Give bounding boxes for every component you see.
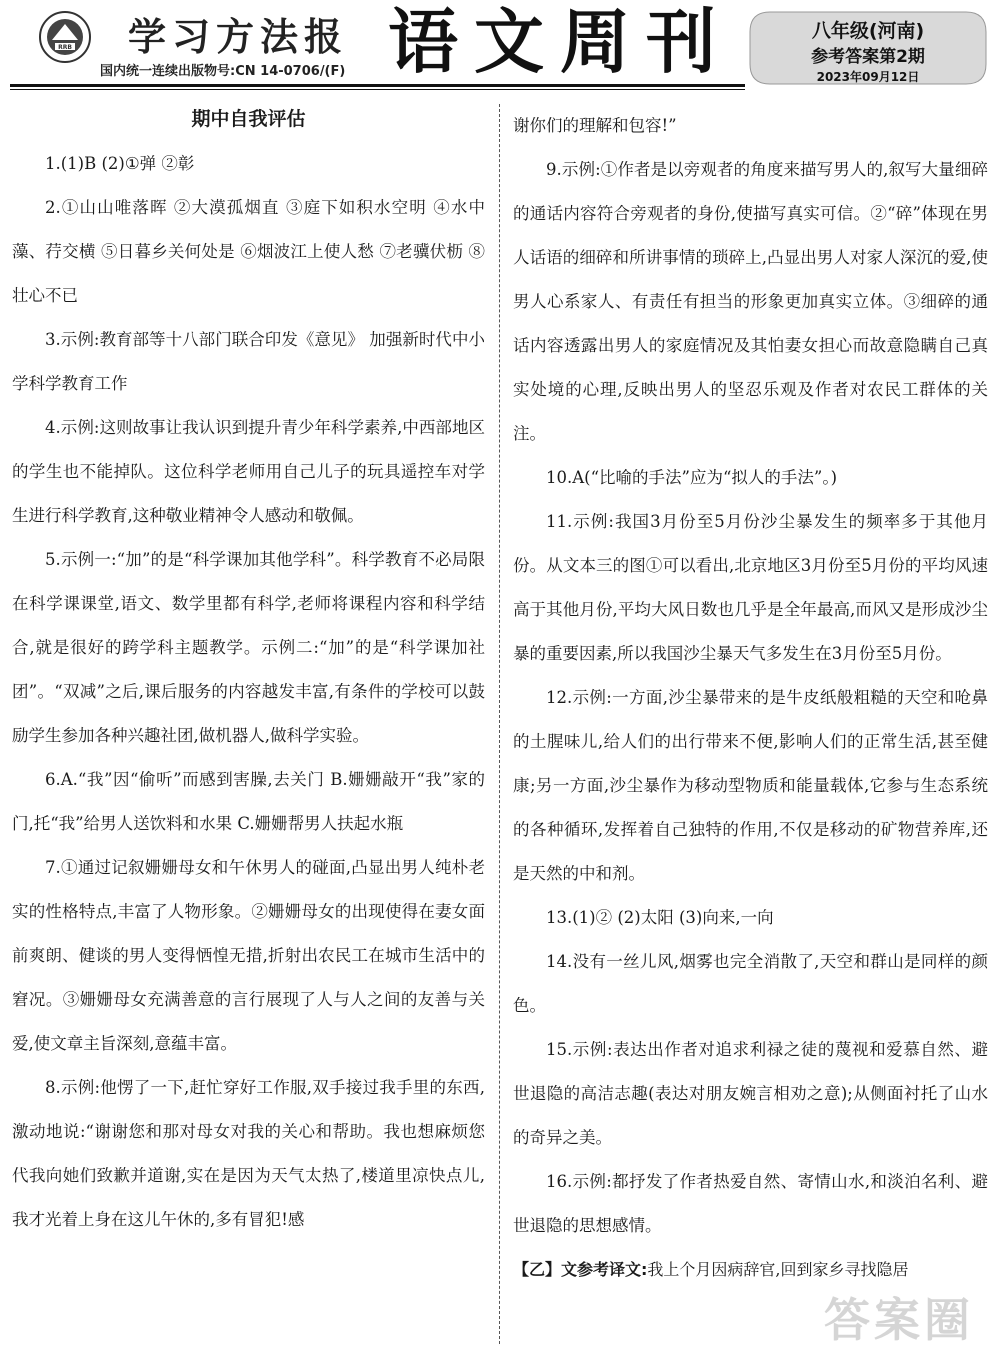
grade-label: 八年级(河南): [811, 20, 925, 42]
answer-4: 4.示例:这则故事让我认识到提升青少年科学素养,中西部地区的学生也不能掉队。这位科学老师用自己儿子的玩具遥控车对学生进行科学教育,这种敬业精神令人感动和敬佩。: [12, 418, 485, 525]
answer-14: 14.没有一丝儿风,烟雾也完全消散了,天空和群山是同样的颜色。: [513, 952, 988, 1015]
answer-2: 2.①山山唯落晖 ②大漠孤烟直 ③庭下如积水空明 ④水中藻、荇交横 ⑤日暮乡关何处是 ⑥烟波江上使人愁 ⑦老骥伏枥 ⑧壮心不已: [12, 198, 485, 305]
answer-16: 16.示例:都抒发了作者热爱自然、寄情山水,和淡泊名利、避世退隐的思想感情。: [513, 1172, 988, 1235]
answer-12: 12.示例:一方面,沙尘暴带来的是牛皮纸般粗糙的天空和呛鼻的土腥味儿,给人们的出行带来不便,影响人们的正常生活,甚至健康;另一方面,沙尘暴作为移动型物质和能量载体,它参与生态系统的各种循环,发挥着自己独特的作用,不仅是移动的矿物营养库,还是天然的中和剂。: [513, 688, 988, 883]
right-column: [513, 104, 988, 1292]
answer-9: 9.示例:①作者是以旁观者的角度来描写男人的,叙写大量细碎的通话内容符合旁观者的身份,使描写真实可信。②“碎”体现在男人话语的细碎和所讲事情的琐碎上,凸显出男人对家人深沉的爱,使男人心系家人、有责任有担当的形象更加真实立体。③细碎的通话内容透露出男人的家庭情况及其怕妻女担心而故意隐瞒自己真实处境的心理,反映出男人的坚忍乐观及作者对农民工群体的关注。: [513, 160, 988, 443]
masthead: [0, 0, 1000, 92]
translation-tag: 【乙】文参考译文:: [513, 1260, 648, 1279]
watermark-logo: [818, 1278, 988, 1358]
answer-6: 6.A.“我”因“偷听”而感到害臊,去关门 B.姗姗敲开“我”家的门,托“我”给男人送饮料和水果 C.姗姗帮男人扶起水瓶: [12, 770, 485, 833]
answer-11: 11.示例:我国3月份至5月份沙尘暴发生的频率多于其他月份。从文本三的图①可以看出,北京地区3月份至5月份的平均风速高于其他月份,平均大风日数也几乎是全年最高,而风又是形成沙尘暴的重要因素,所以我国沙尘暴天气多发生在3月份至5月份。: [513, 512, 988, 663]
left-column: [12, 104, 485, 1242]
issue-badge: [748, 10, 988, 86]
answer-8: 8.示例:他愣了一下,赶忙穿好工作服,双手接过我手里的东西,激动地说:“谢谢您和那对母女对我的关心和帮助。我也想麻烦您代我向她们致歉并道谢,实在是因为天气太热了,楼道里凉快点儿,我才光着上身在这儿午休的,多有冒犯!感: [12, 1078, 485, 1229]
issue-date: 2023年09月12日: [816, 70, 920, 84]
translation-text: 我上个月因病辞官,回到家乡寻找隐居: [647, 1260, 909, 1279]
newspaper-logo: [38, 10, 92, 64]
watermark-text: 答案圈: [824, 1293, 974, 1347]
column-divider: [499, 104, 500, 1344]
answer-13: 13.(1)② (2)太阳 (3)向来,一向: [546, 908, 774, 927]
issue-label: 参考答案第2期: [811, 47, 925, 67]
answer-5: 5.示例一:“加”的是“科学课加其他学科”。科学教育不必局限在科学课课堂,语文、数学里都有科学,老师将课程内容和科学结合,就是很好的跨学科主题教学。示例二:“加”的是“科学课加社团”。“双减”之后,课后服务的内容越发丰富,有条件的学校可以鼓励学生参加各种兴趣社团,做机器人,做科学实验。: [12, 550, 485, 745]
svg-text:RRB: RRB: [58, 44, 72, 51]
weekly-title: 语文周刊: [388, 1, 732, 83]
answer-1: 1.(1)B (2)①弹 ②彰: [45, 154, 195, 173]
issn-number: 国内统一连续出版物号:CN 14-0706/(F): [100, 64, 346, 79]
header-rule: [10, 84, 745, 87]
answer-8-continued: 谢你们的理解和包容!”: [513, 116, 677, 135]
answer-7: 7.①通过记叙姗姗母女和午休男人的碰面,凸显出男人纯朴老实的性格特点,丰富了人物形象。②姗姗母女的出现使得在妻女面前爽朗、健谈的男人变得恓惶无措,折射出农民工在城市生活中的窘况。③姗姗母女充满善意的言行展现了人与人之间的友善与关爱,使文章主旨深刻,意蕴丰富。: [12, 858, 485, 1053]
newspaper-name: 学习方法报: [128, 14, 349, 59]
answer-10: 10.A(“比喻的手法”应为“拟人的手法”。): [546, 468, 838, 487]
header-rule-thin: [10, 89, 745, 90]
section-title: 期中自我评估: [191, 108, 306, 130]
answer-15: 15.示例:表达出作者对追求利禄之徒的蔑视和爱慕自然、避世退隐的高洁志趣(表达对朋友婉言相劝之意);从侧面衬托了山水的奇异之美。: [513, 1040, 988, 1147]
answer-3: 3.示例:教育部等十八部门联合印发《意见》 加强新时代中小学科学教育工作: [12, 330, 485, 393]
